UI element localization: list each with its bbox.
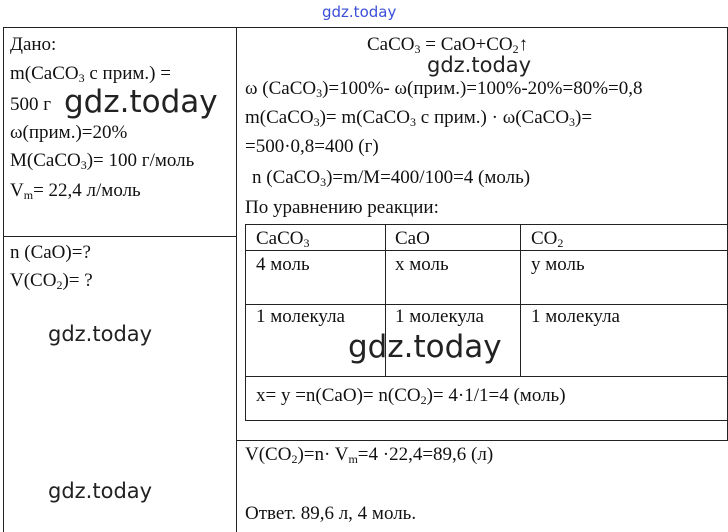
table-row-line-3 bbox=[245, 376, 727, 377]
table-header-caco3: CaCO$_3$ bbox=[256, 228, 310, 250]
xy-equation: $x= y =n(CaO)= n(CO_2)= 4\cdot 1/1=4$ (моль) bbox=[256, 385, 566, 407]
table-row-line-2 bbox=[245, 304, 727, 305]
amount-line: n (CaCO$_3$)=m/M=400/100=4 (моль) bbox=[252, 167, 531, 189]
table-col-line-2 bbox=[520, 224, 521, 376]
table-left bbox=[245, 224, 246, 420]
table-row-line-4 bbox=[245, 420, 727, 421]
watermark-table: gdz.today bbox=[348, 329, 502, 365]
table-cell-r2c1: 1 молекула bbox=[256, 306, 345, 327]
table-cell-r2c2: 1 молекула bbox=[395, 306, 484, 327]
table-top bbox=[245, 224, 727, 225]
volume-line: $V(CO_2)=n\cdot V_m=4 \cdot 22,4=89,6$ (л) bbox=[245, 444, 494, 466]
given-impurity: ω(прим.)=20% bbox=[10, 122, 128, 143]
answer-line: Ответ. 89,6 л, 4 моль. bbox=[245, 503, 417, 524]
given-molar-volume: $V_m= 22,4$ л/моль bbox=[10, 180, 141, 202]
table-cell-r2c3: 1 молекула bbox=[531, 306, 620, 327]
given-mass-value: 500 г bbox=[10, 94, 52, 115]
solution-bottom-line bbox=[236, 440, 728, 441]
table-cell-r1c3: y моль bbox=[531, 254, 585, 275]
given-molar-mass: M(CaCO$_3$)= 100 г/моль bbox=[10, 150, 195, 172]
find-n-cao: n (CaO)=? bbox=[10, 242, 91, 263]
watermark-left-mid: gdz.today bbox=[48, 322, 153, 346]
given-mass: m(CaCO$_3$ с прим.) = bbox=[10, 63, 171, 85]
watermark-top: gdz.today bbox=[322, 3, 397, 21]
given-find-divider bbox=[3, 236, 236, 237]
mass-line-2: =500·0,8=400 (г) bbox=[245, 136, 379, 157]
frame-left bbox=[3, 27, 4, 532]
given-heading: Дано: bbox=[10, 34, 57, 55]
table-cell-r1c1: 4 моль bbox=[256, 254, 310, 275]
frame-top bbox=[3, 27, 728, 28]
table-row-line-1 bbox=[245, 250, 727, 251]
by-equation-label: По уравнению реакции: bbox=[245, 197, 439, 218]
find-v-co2: $V(CO_2)=$ ? bbox=[10, 270, 93, 292]
table-cell-r1c2: x моль bbox=[395, 254, 449, 275]
table-header-co2: $CO_2$ bbox=[531, 228, 564, 250]
watermark-given: gdz.today bbox=[64, 84, 218, 120]
table-header-cao: CaO bbox=[395, 228, 430, 249]
watermark-reaction: gdz.today bbox=[427, 53, 532, 77]
watermark-bottom-left: gdz.today bbox=[48, 479, 153, 503]
reaction-equation: CaCO$_3$ = $CaO+CO_2↑$ bbox=[367, 34, 529, 56]
frame-divider bbox=[236, 27, 237, 532]
omega-line: ω (CaCO$_3$)=100%- ω(прим.)=100%-20%=80%=0,8 bbox=[245, 78, 643, 100]
mass-line: m(CaCO$_3$)= m(CaCO$_3$ с прим.) · ω(CaCO$_3$)= bbox=[245, 107, 593, 129]
